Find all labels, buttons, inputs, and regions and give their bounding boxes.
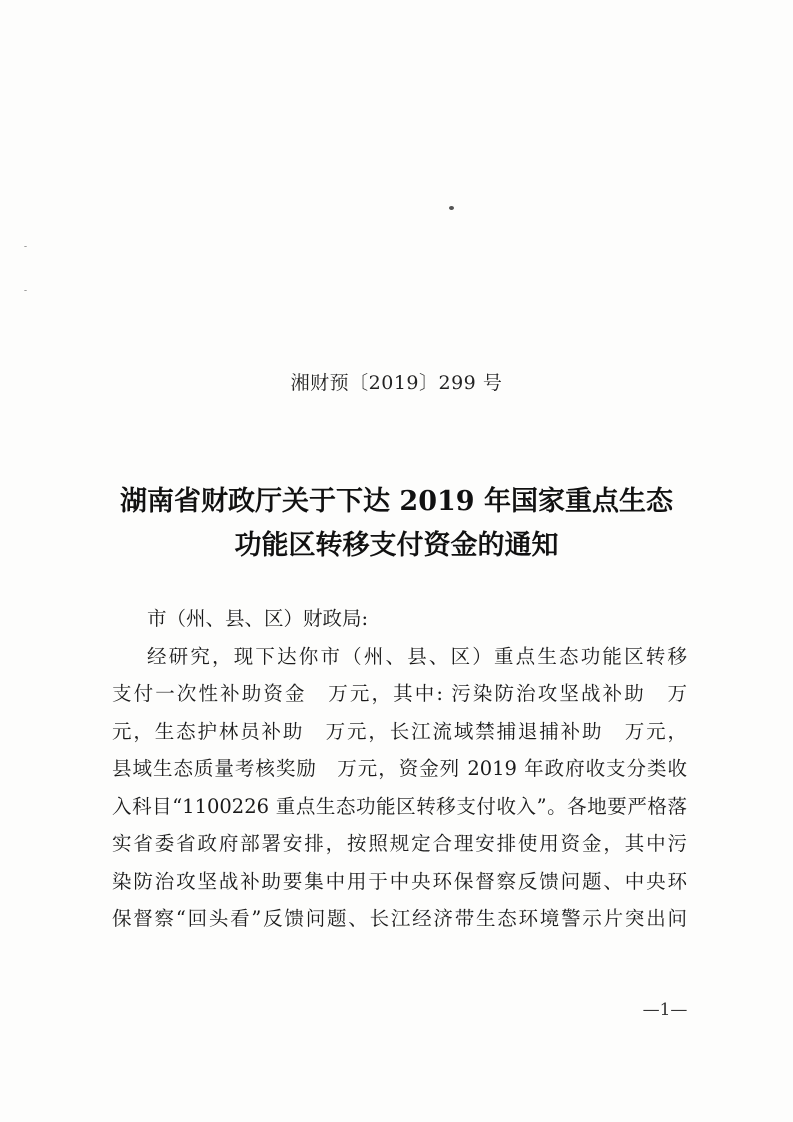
body-line: 支付一次性补助资金 万元，其中: 污染防治攻坚战补助 万: [112, 682, 687, 705]
title-line-1: 湖南省财政厅关于下达 2019 年国家重点生态: [120, 486, 673, 517]
body-line: 保督察“回头看”反馈问题、长江经济带生态环境警示片突出问: [112, 907, 687, 930]
document-title: [60, 480, 733, 568]
body-line: 染防治攻坚战补助要集中用于中央环保督察反馈问题、中央环: [112, 869, 687, 893]
salutation: 市（州、县、区）财政局:: [147, 607, 369, 630]
document-number: 湘财预〔2019〕299 号: [290, 372, 503, 394]
document-body: [112, 600, 687, 938]
page-number: —1—: [642, 1000, 688, 1020]
title-line-2: 功能区转移支付资金的通知: [234, 530, 559, 561]
body-line: 县域生态质量考核奖励 万元，资金列 2019 年政府收支分类收: [112, 757, 687, 780]
body-line: 经研究，现下达你市（州、县、区）重点生态功能区转移: [147, 644, 687, 668]
scan-speck-left-2: [24, 290, 27, 291]
body-line: 入科目“1100226 重点生态功能区转移支付收入”。各地要严格落: [112, 794, 687, 818]
body-line: 实省委省政府部署安排，按照规定合理安排使用资金，其中污: [112, 832, 687, 855]
scan-speck-left-1: [24, 246, 27, 247]
scan-speck-top: [449, 206, 454, 210]
body-line: 元，生态护林员补助 万元，长江流域禁捕退捕补助 万元，: [112, 719, 687, 743]
